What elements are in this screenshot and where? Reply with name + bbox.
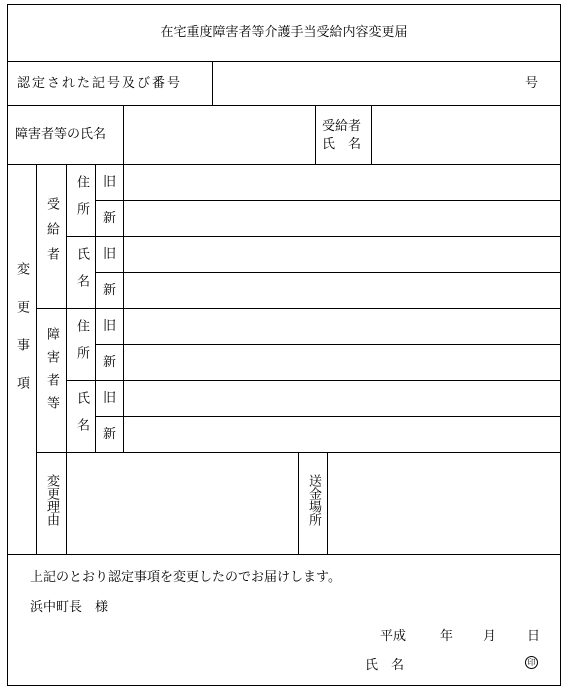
reason-label: 変更理由 (44, 474, 59, 526)
row-line (7, 554, 561, 555)
disabled-new-address-field[interactable] (124, 345, 560, 380)
recipient-new-name-field[interactable] (124, 273, 560, 308)
recipient-name-field[interactable] (372, 106, 560, 164)
col-line (315, 105, 316, 165)
disabled-old-address-field[interactable] (124, 309, 560, 344)
old-label: 旧 (103, 247, 117, 262)
disabled-group-label: 障害者等 (44, 327, 59, 419)
name-label: 氏名 (74, 247, 89, 301)
frame-bottom (7, 685, 561, 686)
change-items-label: 変更事項 (14, 262, 29, 414)
col-line (36, 164, 37, 555)
old-label: 旧 (103, 391, 117, 406)
recipient-new-address-field[interactable] (124, 201, 560, 236)
disabled-new-name-field[interactable] (124, 417, 560, 452)
date-era: 平成 (380, 629, 407, 644)
form-title: 在宅重度障害者等介護手当受給内容変更届 (160, 25, 408, 40)
seal-mark: 印 (525, 656, 538, 669)
destination-label: 送金場所 (306, 474, 321, 526)
signer-label: 氏 名 (365, 658, 405, 673)
recipient-old-name-field[interactable] (124, 237, 560, 272)
new-label: 新 (103, 211, 117, 226)
frame-left (7, 4, 8, 686)
frame-top (7, 4, 561, 5)
date-month: 月 (483, 629, 497, 644)
reason-field[interactable] (67, 453, 298, 554)
address-label: 住所 (74, 175, 89, 229)
cert-number-suffix: 号 (525, 76, 539, 91)
destination-field[interactable] (328, 453, 560, 554)
name-label: 氏名 (74, 391, 89, 445)
new-label: 新 (103, 283, 117, 298)
old-label: 旧 (103, 175, 117, 190)
recipient-name-label: 受給者 (322, 119, 362, 134)
recipient-group-label: 受給者 (44, 197, 59, 272)
declaration-text: 上記のとおり認定事項を変更したのでお届けします。 (30, 570, 341, 585)
date-day: 日 (527, 629, 541, 644)
disabled-name-label: 障害者等の氏名 (15, 127, 107, 142)
disabled-old-name-field[interactable] (124, 381, 560, 416)
recipient-old-address-field[interactable] (124, 165, 560, 200)
old-label: 旧 (103, 319, 117, 334)
date-year: 年 (440, 629, 454, 644)
addressee: 浜中町長 様 (30, 600, 109, 615)
col-line (298, 452, 299, 555)
address-label: 住所 (74, 319, 89, 373)
signer-name-field[interactable] (410, 655, 520, 675)
recipient-name-label-2: 氏 名 (322, 137, 362, 152)
disabled-name-field[interactable] (124, 106, 315, 164)
cert-number-label: 認定された記号及び番号 (17, 76, 183, 91)
new-label: 新 (103, 427, 117, 442)
cert-number-field[interactable] (213, 62, 513, 105)
new-label: 新 (103, 355, 117, 370)
frame-right (560, 4, 561, 686)
